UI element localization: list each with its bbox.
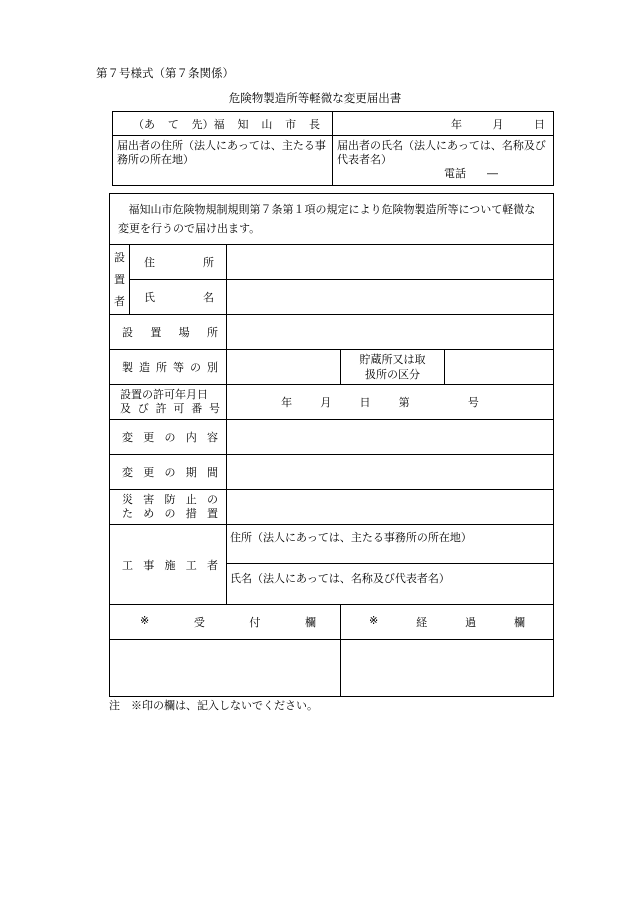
location-field[interactable]: [227, 315, 554, 350]
installer-name-label: 氏 名: [130, 280, 227, 315]
change-period-label: 変 更 の 期 間: [110, 455, 227, 490]
change-content-label: 変 更 の 内 容: [110, 420, 227, 455]
telephone-line: 電話 ―: [444, 167, 498, 180]
intro-statement: 福知山市危険物規制規則第７条第１項の規定により危険物製造所等について軽微な変更を行うので届け出ます。: [110, 194, 554, 245]
reception-header: ※ 受 付 欄: [110, 605, 341, 640]
applicant-address-label: 届出者の住所（法人にあっては、主たる事務所の所在地）: [117, 139, 326, 166]
facility-type-field[interactable]: [227, 350, 341, 385]
disaster-prevention-field[interactable]: [227, 490, 554, 525]
installer-name-field[interactable]: [227, 280, 554, 315]
date-cell[interactable]: [333, 112, 554, 136]
contractor-name-field[interactable]: 氏名（法人にあっては、名称及び代表者名）: [227, 564, 554, 605]
change-content-field[interactable]: [227, 420, 554, 455]
installer-label: 設 置 者: [110, 245, 130, 315]
addressee-cell: [113, 112, 333, 136]
footnote: 注 ※印の欄は、記入しないでください。: [109, 699, 318, 712]
installer-address-label: 住 所: [130, 245, 227, 280]
contractor-address-field[interactable]: 住所（法人にあっては、主たる事務所の所在地）: [227, 525, 554, 564]
header-table: [112, 111, 554, 186]
permit-field[interactable]: 年 月 日 第 号: [227, 385, 554, 420]
contractor-label: 工 事 施 工 者: [110, 525, 227, 605]
reception-field: [110, 640, 341, 697]
applicant-name-cell[interactable]: [333, 136, 554, 186]
storage-class-label: 貯蔵所又は取 扱所の区分: [341, 350, 445, 385]
progress-header: ※ 経 過 欄: [341, 605, 554, 640]
main-form-table: [109, 193, 554, 697]
progress-field: [341, 640, 554, 697]
date-field: 年 月 日: [451, 117, 545, 131]
applicant-name-label: 届出者の氏名（法人にあっては、名称及び代表者名）: [337, 139, 546, 166]
change-period-field[interactable]: [227, 455, 554, 490]
facility-type-label: 製 造 所 等 の 別: [110, 350, 227, 385]
permit-label: 設置の許可年月日 及 び 許 可 番 号: [110, 385, 227, 420]
installer-address-field[interactable]: [227, 245, 554, 280]
disaster-prevention-label: 災 害 防 止 の た め の 措 置: [110, 490, 227, 525]
location-label: 設 置 場 所: [110, 315, 227, 350]
storage-class-field[interactable]: [445, 350, 554, 385]
form-number: 第７号様式（第７条関係）: [96, 66, 234, 80]
applicant-address-cell[interactable]: [113, 136, 333, 186]
addressee: （あ て 先）福 知 山 市 長: [133, 117, 320, 131]
document-title: 危険物製造所等軽微な変更届出書: [228, 91, 402, 105]
